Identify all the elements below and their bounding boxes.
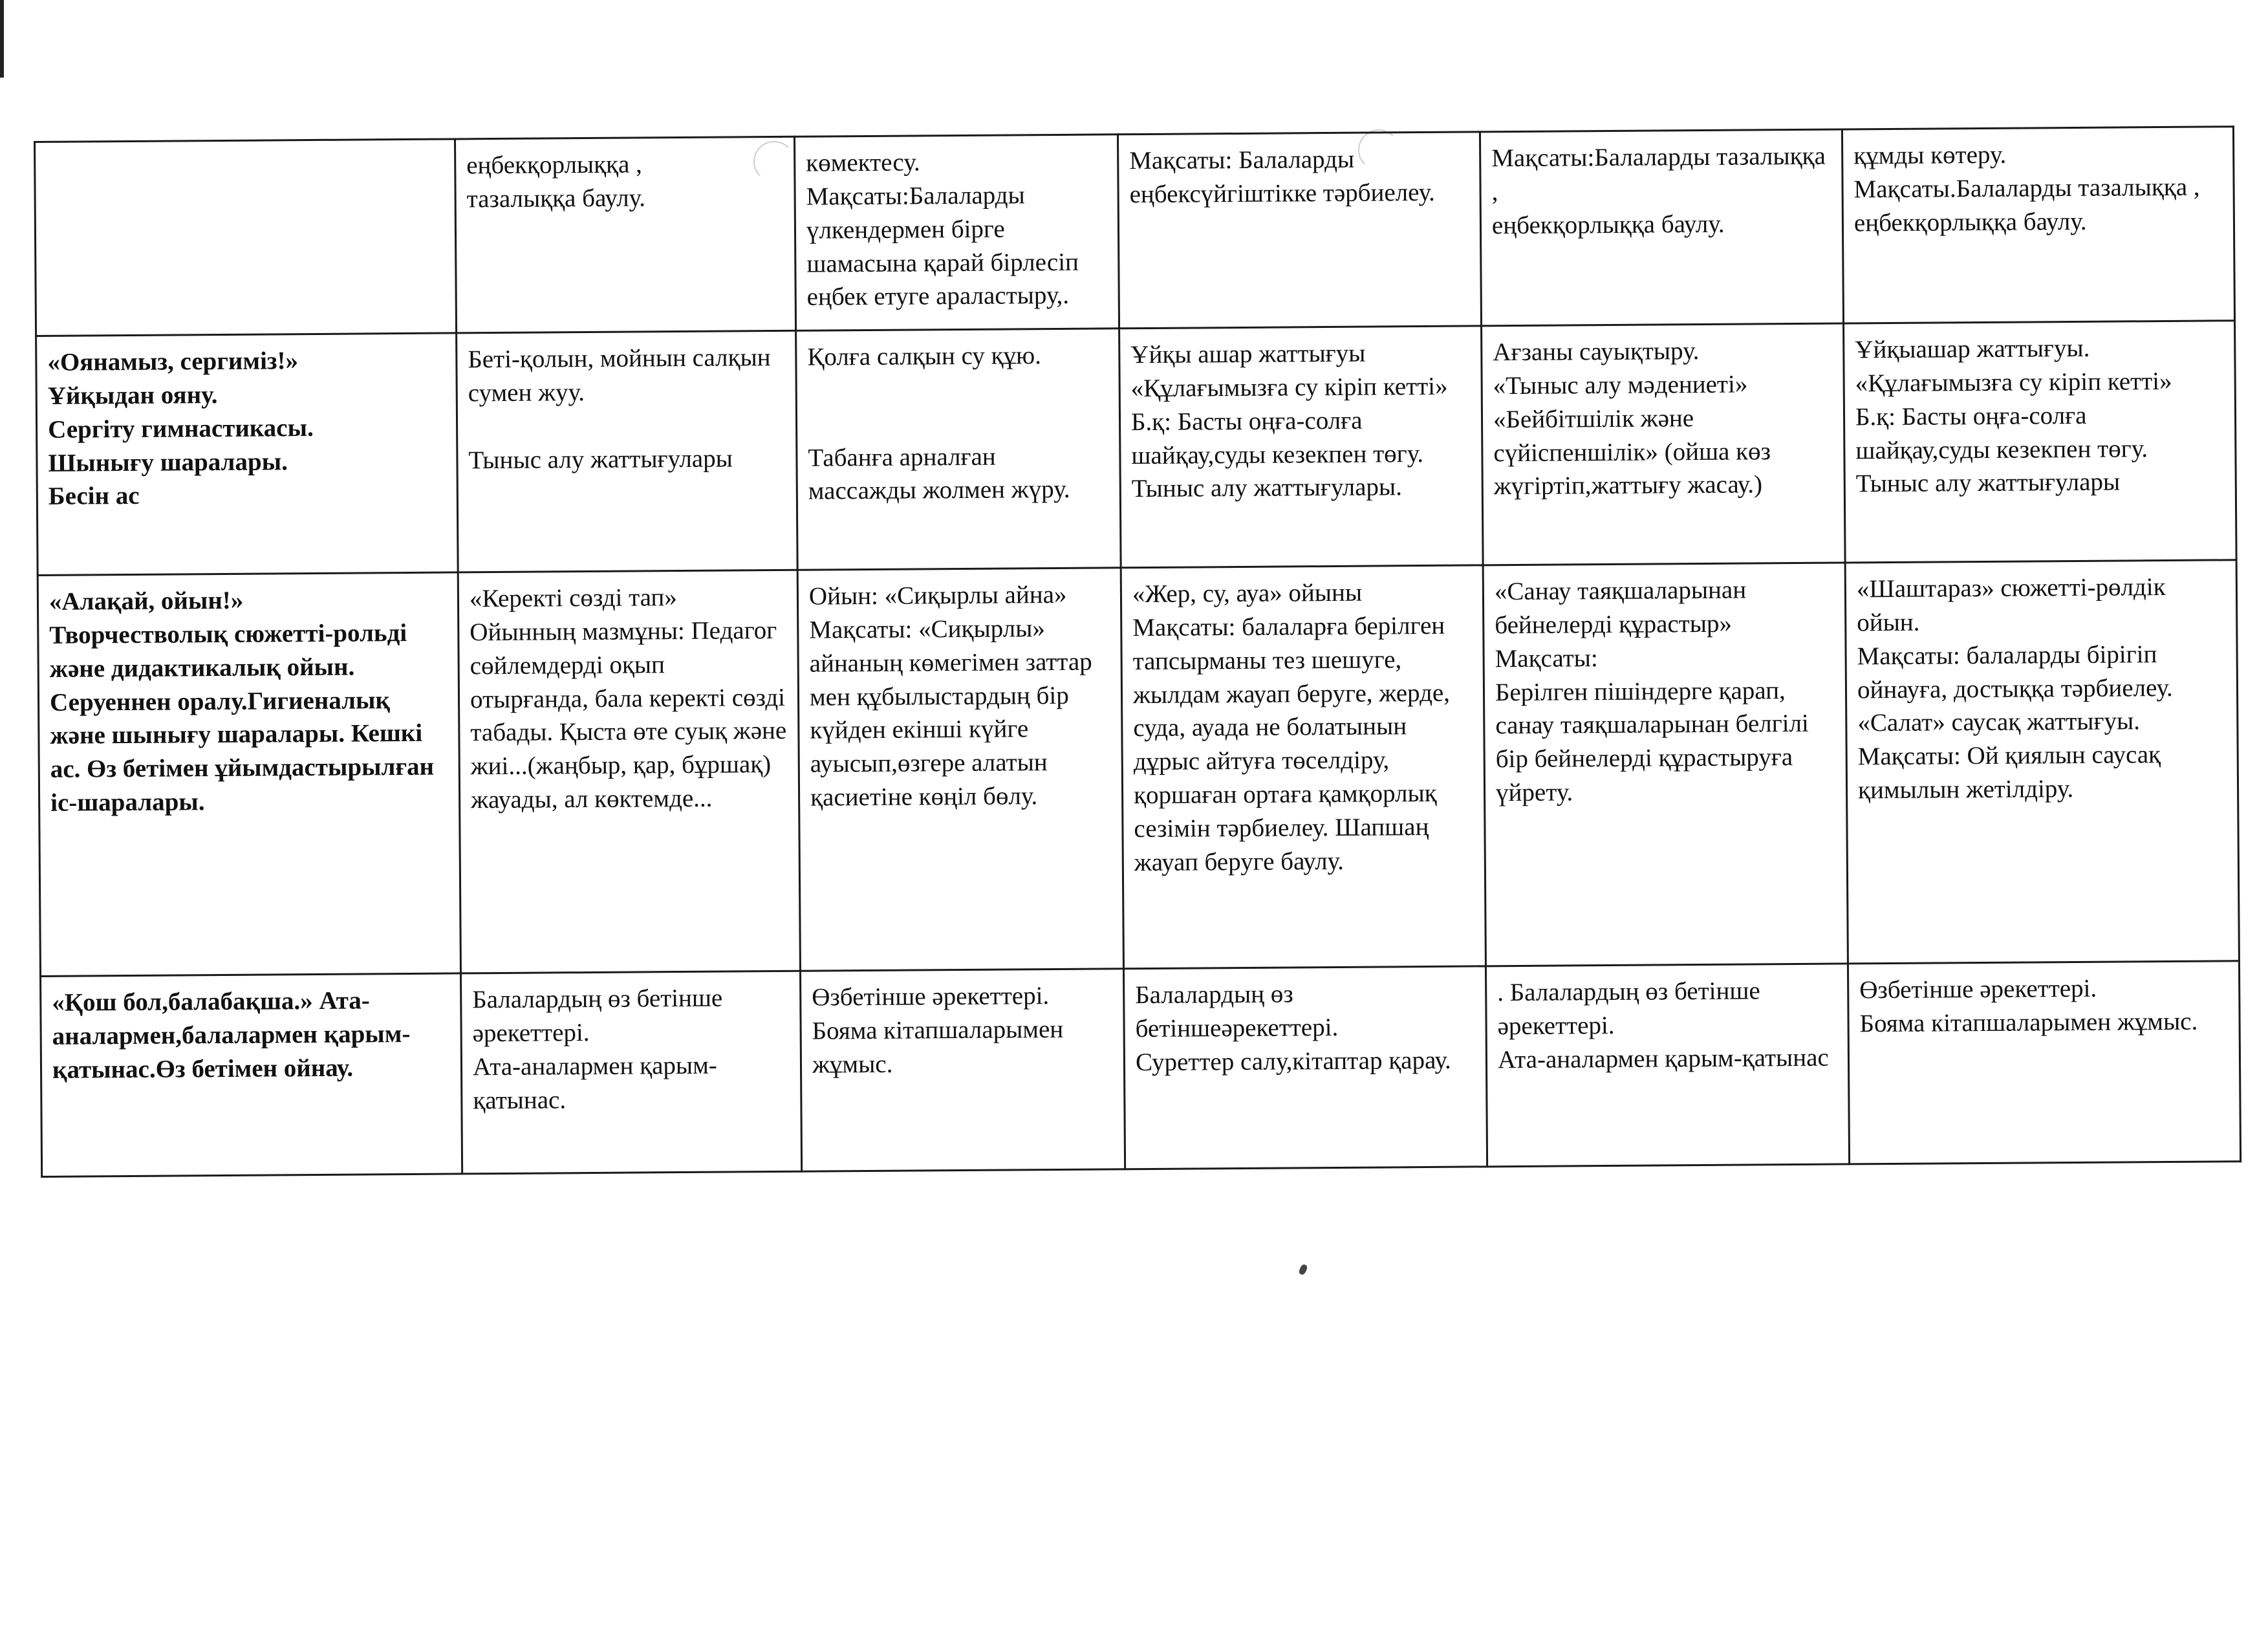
table-cell: Ойын: «Сиқырлы айна» Мақсаты: «Сиқырлы» айнаның көмегімен заттар мен құбылыстардың бір күйден екінші күйге ауысып,өзгере алатын қасиетіне көңіл бөлу. bbox=[797, 568, 1123, 971]
table-cell: Өзбетінше әрекеттері. Бояма кітапшаларымен жұмыс. bbox=[800, 969, 1125, 1171]
table-cell: «Жер, су, ауа» ойыны Мақсаты: балаларға берілген тапсырманы тез шешуге, жылдам жауап беруге, жерде, суда, ауада не болатынын дұрыс айтуға төселдіру, қоршаған ортаға қамқорлық сезімін тәрбиелеу. Шапшаң жауап беруге баулу. bbox=[1121, 565, 1485, 969]
table-row bbox=[35, 127, 2235, 336]
activity-cell: «Қош бол,балабақша.» Ата-аналармен,балалармен қарым-қатынас.Өз бетімен ойнау. bbox=[41, 973, 462, 1177]
table-cell: Ұйқыашар жаттығуы. «Құлағымызға су кіріп кетті» Б.қ: Басты оңға-солға шайқау,суды кезекпен төгу. Тыныс алу жаттығулары bbox=[1844, 321, 2237, 563]
table-cell: Балалардың өз бетінше әрекеттері. Ата-аналармен қарым-қатынас. bbox=[461, 971, 802, 1174]
table-row bbox=[41, 961, 2241, 1177]
table-cell: Ұйқы ашар жаттығуы «Құлағымызға су кіріп кетті» Б.қ: Басты оңға-солға шайқау,суды кезекпен төгу. Тыныс алу жаттығулары. bbox=[1119, 326, 1484, 568]
table-cell: еңбекқорлыққа , тазалыққа баулу. bbox=[455, 136, 795, 333]
table-cell: «Шаштараз» сюжетті-рөлдік ойын. Мақсаты: балаларды бірігіп ойнауға, достыққа тәрбиелеу. «Салат» саусақ жаттығуы. Мақсаты: Ой қиялын саусақ қимылын жетілдіру. bbox=[1845, 560, 2239, 964]
table-cell: . Балалардың өз бетінше әрекеттері. Ата-аналармен қарым-қатынас bbox=[1485, 964, 1849, 1167]
activity-cell bbox=[35, 139, 457, 336]
table-row bbox=[38, 560, 2239, 977]
table-row bbox=[36, 321, 2237, 576]
scan-speck bbox=[1298, 1264, 1308, 1276]
table-cell: құмды көтеру. Мақсаты.Балаларды тазалыққа , еңбекқорлыққа баулу. bbox=[1842, 127, 2234, 323]
table-cell: Беті-қолын, мойнын салқын сумен жуу. Тыныс алу жаттығулары bbox=[457, 330, 798, 572]
table-cell: көмектесу. Мақсаты:Балаларды үлкендермен бірге шамасына қарай бірлесіп еңбек етуге араластыру,. bbox=[794, 135, 1119, 330]
table-cell: «Керекті сөзді тап» Ойынның мазмұны: Педагог сөйлемдерді оқып отырғанда, бала керекті сөзді табады. Қыста өте суық және жиі...(жаңбыр, қар, бұршақ) жауады, ал көктемде... bbox=[458, 570, 800, 973]
activity-cell: «Алақай, ойын!» Творчестволық сюжетті-рольді және дидактикалық ойын. Серуеннен оралу.Гигиеналық және шынығу шаралары. Кешкі ас. Өз бетімен ұйымдастырылған іс-шаралары. bbox=[38, 572, 460, 977]
table-cell: Мақсаты:Балаларды тазалыққа , еңбекқорлыққа баулу. bbox=[1480, 129, 1843, 326]
table-cell: Қолға салқын су құю. Табанға арналған массажды жолмен жүру. bbox=[796, 329, 1121, 570]
table-cell: «Санау таяқшаларынан бейнелерді құрастыр» Мақсаты: Берілген пішіндерге қарап, санау таяқшаларынан белгілі бір бейнелерді құрастыруға үйрету. bbox=[1483, 563, 1848, 966]
daily-schedule-table bbox=[34, 125, 2241, 1178]
table-cell: Балалардың өз бетіншеәрекеттері. Суреттер салу,кітаптар қарау. bbox=[1123, 966, 1487, 1169]
schedule-sheet bbox=[34, 125, 2240, 1178]
table-cell: Мақсаты: Балаларды еңбексүйгіштікке тәрбиелеу. bbox=[1118, 132, 1481, 329]
activity-cell: «Оянамыз, сергиміз!» Ұйқыдан ояну. Сергіту гимнастикасы. Шынығу шаралары. Бесін ас bbox=[36, 333, 459, 576]
table-cell: Өзбетінше әрекеттері. Бояма кітапшаларымен жұмыс. bbox=[1848, 961, 2240, 1164]
scan-edge-mark bbox=[0, 0, 4, 78]
table-cell: Ағзаны сауықтыру. «Тыныс алу мәдениеті» «Бейбітшілік және сүйіспеншілік» (ойша көз жүгіртіп,жаттығу жасау.) bbox=[1482, 323, 1846, 565]
